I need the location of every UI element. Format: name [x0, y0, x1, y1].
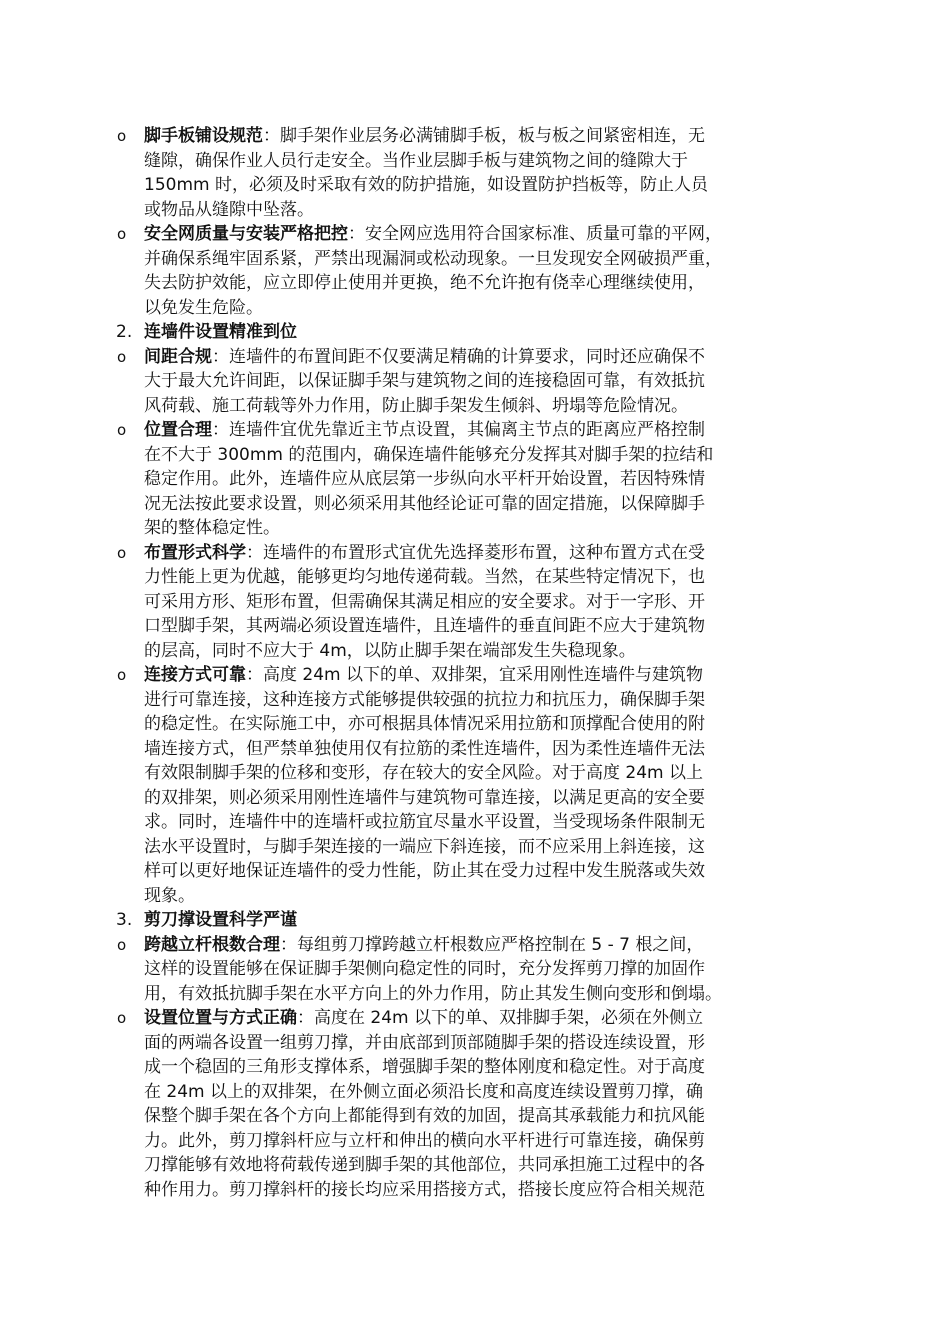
bullet-marker: o: [117, 127, 127, 145]
text-line: 的双排架，则必须采用刚性连墙件与建筑物可靠连接，以满足更高的安全要: [144, 787, 705, 808]
text-line: 稳定作用。此外，连墙件应从底层第一步纵向水平杆开始设置，若因特殊情: [144, 469, 705, 489]
bullet-text: ：高度 24m 以下的单、双排架，宜采用刚性连墙件与建筑物: [246, 665, 703, 685]
bullet-marker: o: [117, 225, 127, 243]
bullet-item: [112, 124, 812, 222]
list-number: 2.: [116, 322, 133, 342]
section-heading-text: 连墙件设置精准到位: [144, 322, 297, 342]
text-line: 样可以更好地保证连墙件的受力性能，防止其在受力过程中发生脱落或失效: [144, 861, 705, 881]
text-line: [144, 663, 812, 688]
text-line: 保整个脚手架在各个方向上都能得到有效的加固，提高其承载能力和抗风能: [144, 1106, 705, 1126]
bullet-item: [112, 418, 812, 541]
bullet-text: ：脚手架作业层务必满铺脚手板，板与板之间紧密相连，无: [263, 126, 705, 146]
bullet-marker: o: [117, 543, 127, 562]
bullet-term: 设置位置与方式正确: [144, 1008, 297, 1028]
text-line: [144, 541, 812, 566]
list-number: 3.: [116, 910, 133, 930]
bullet-item: [112, 1006, 812, 1202]
text-line: 风荷载、施工荷载等外力作用，防止脚手架发生倾斜、坍塌等危险情况。: [144, 395, 688, 416]
text-line: 失去防护效能，应立即停止使用并更换，绝不允许抱有侥幸心理继续使用，: [144, 273, 705, 293]
text-line: 用，有效抵抗脚手架在水平方向上的外力作用，防止其发生侧向变形和倒塌。: [144, 983, 722, 1004]
text-line: 力性能上更为优越，能够更均匀地传递荷载。当然，在某些特定情况下，也: [144, 567, 705, 587]
text-line: 可采用方形、矩形布置，但需确保其满足相应的安全要求。对于一字形、开: [144, 591, 705, 612]
text-line: 法水平设置时，与脚手架连接的一端应下斜连接，而不应采用上斜连接，这: [144, 836, 705, 857]
bullet-item: [112, 541, 812, 664]
bullet-term: 安全网质量与安装严格把控: [144, 224, 348, 244]
bullet-marker: o: [117, 666, 127, 684]
text-line: 在 24m 以上的双排架，在外侧立面必须沿长度和高度连续设置剪刀撑，确: [144, 1081, 703, 1102]
bullet-term: 间距合规: [144, 346, 212, 367]
text-line: 以免发生危险。: [144, 297, 263, 318]
text-line: [144, 222, 812, 247]
bullet-term: 布置形式科学: [144, 542, 246, 563]
bullet-text: ：每组剪刀撑跨越立杆根数应严格控制在 5 - 7 根之间，: [280, 934, 704, 955]
bullet-item: [112, 345, 812, 419]
text-line: 这样的设置能够在保证脚手架侧向稳定性的同时，充分发挥剪刀撑的加固作: [144, 959, 705, 979]
document-body: [112, 124, 812, 1202]
text-line: 150mm 时，必须及时采取有效的防护措施，如设置防护挡板等，防止人员: [144, 175, 708, 195]
bullet-term: 位置合理: [144, 420, 212, 440]
text-line: 或物品从缝隙中坠落。: [144, 199, 314, 220]
text-line: 况无法按此要求设置，则必须采用其他经论证可靠的固定措施，以保障脚手: [144, 493, 705, 514]
bullet-marker: o: [117, 1009, 127, 1027]
text-line: [144, 933, 812, 958]
bullet-item: [112, 222, 812, 320]
text-line: 现象。: [144, 885, 195, 906]
text-line: 成一个稳固的三角形支撑体系，增强脚手架的整体刚度和稳定性。对于高度: [144, 1057, 705, 1077]
bullet-text: ：安全网应选用符合国家标准、质量可靠的平网，: [348, 224, 722, 244]
section-heading: [112, 908, 812, 933]
bullet-item: [112, 933, 812, 1007]
bullet-term: 脚手板铺设规范: [144, 126, 263, 146]
text-line: 面的两端各设置一组剪刀撑，并由底部到顶部随脚手架的搭设连续设置，形: [144, 1032, 705, 1053]
section-heading-text: 剪刀撑设置科学严谨: [144, 910, 297, 930]
text-line: 墙连接方式，但严禁单独使用仅有拉筋的柔性连墙件，因为柔性连墙件无法: [144, 738, 705, 759]
text-line: 并确保系绳牢固系紧，严禁出现漏洞或松动现象。一旦发现安全网破损严重，: [144, 248, 722, 269]
text-line: 刀撑能够有效地将荷载传递到脚手架的其他部位，共同承担施工过程中的各: [144, 1155, 705, 1175]
text-line: 进行可靠连接，这种连接方式能够提供较强的抗拉力和抗压力，确保脚手架: [144, 689, 705, 710]
section-heading: [112, 320, 812, 345]
bullet-term: 连接方式可靠: [144, 665, 246, 685]
text-line: 的稳定性。在实际施工中，亦可根据具体情况采用拉筋和顶撑配合使用的附: [144, 714, 705, 734]
bullet-text: ：连墙件的布置间距不仅要满足精确的计算要求，同时还应确保不: [212, 346, 705, 367]
text-line: 在不大于 300mm 的范围内，确保连墙件能够充分发挥其对脚手架的拉结和: [144, 444, 714, 465]
bullet-text: ：连墙件的布置形式宜优先选择菱形布置，这种布置方式在受: [246, 542, 705, 563]
bullet-term: 跨越立杆根数合理: [144, 934, 280, 955]
text-line: [144, 345, 812, 370]
text-line: 大于最大允许间距，以保证脚手架与建筑物之间的连接稳固可靠，有效抵抗: [144, 371, 705, 391]
bullet-text: ：高度在 24m 以下的单、双排脚手架，必须在外侧立: [297, 1008, 703, 1028]
text-line: 缝隙，确保作业人员行走安全。当作业层脚手板与建筑物之间的缝隙大于: [144, 150, 688, 171]
text-line: 的层高，同时不应大于 4m，以防止脚手架在端部发生失稳现象。: [144, 640, 636, 661]
bullet-marker: o: [117, 935, 127, 954]
text-line: 种作用力。剪刀撑斜杆的接长均应采用搭接方式，搭接长度应符合相关规范: [144, 1179, 705, 1200]
text-line: 有效限制脚手架的位移和变形，存在较大的安全风险。对于高度 24m 以上: [144, 763, 703, 783]
bullet-marker: o: [117, 347, 127, 366]
text-line: 力。此外，剪刀撑斜杆应与立杆和伸出的横向水平杆进行可靠连接，确保剪: [144, 1130, 705, 1151]
text-line: [144, 1006, 812, 1031]
text-line: 架的整体稳定性。: [144, 518, 280, 538]
bullet-marker: o: [117, 421, 127, 439]
text-line: 求。同时，连墙件中的连墙杆或拉筋宜尽量水平设置，当受现场条件限制无: [144, 812, 705, 832]
text-line: [144, 418, 812, 443]
text-line: [144, 124, 812, 149]
bullet-item: [112, 663, 812, 908]
text-line: 口型脚手架，其两端必须设置连墙件，且连墙件的垂直间距不应大于建筑物: [144, 616, 705, 636]
bullet-text: ：连墙件宜优先靠近主节点设置，其偏离主节点的距离应严格控制: [212, 420, 705, 440]
